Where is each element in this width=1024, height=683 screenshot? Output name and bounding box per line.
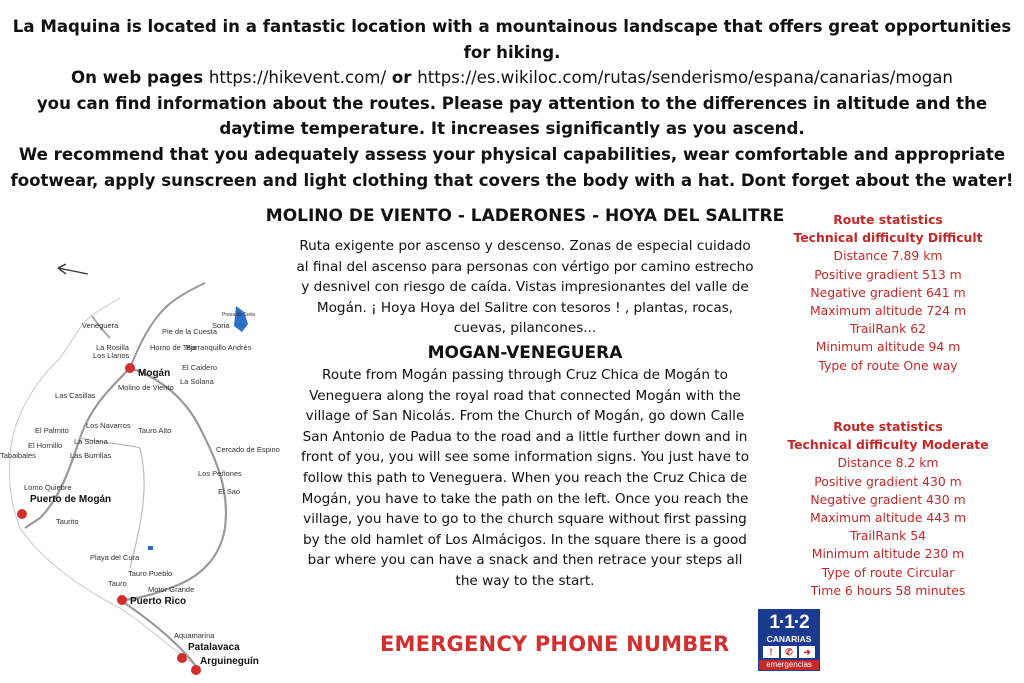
logo-icons [759,646,819,658]
route-1-stat-line: Type of route One way [818,357,958,373]
map-label: Motor Grande [148,585,195,594]
route-map [0,228,285,683]
map-label: Puerto Rico [130,596,187,607]
map-label: Aquamarina [174,631,215,640]
route-1-stat-line: Positive gradient 513 m [814,266,962,282]
map-label: El Hornillo [28,441,63,450]
routes-column [265,206,785,592]
map-label: Las Burrillas [70,451,112,460]
intro-line-3: you can find information about the routes. Please pay attention to the differences in altitude and the daytime temperature. It increases significantly as you ascend. [36,93,988,139]
map-label: Tabaibales [0,451,36,460]
route-2-stat-line: Time 6 hours 58 minutes [810,582,966,598]
map-label: Patalavaca [188,642,240,653]
alert-icon: ! [763,646,779,658]
route-2-stat-line: Distance 8.2 km [837,455,939,471]
map-label: Lomo Quiebre [24,483,72,492]
route-1-stats-heading: Route statistics [833,212,943,227]
route-1-description: Ruta exigente por ascenso y descenso. Zonas de especial cuidado al final del ascenso para personas con vértigo por camino estrecho y desnivel con riesgo de caída. Vistas impresionantes del valle de Mogán. ¡ Hoya Hoya del Salitre con tesoros ! , plantas, rocas, cuevas, pilancones... [296,238,754,337]
route-2-title: MOGAN-VENEGUERA [427,342,623,363]
map-label: Barranquillo Andrés [186,343,252,352]
emergency-phone-label: EMERGENCY PHONE NUMBER [380,632,730,656]
map-label: Veneguera [82,321,119,330]
map-label: Soria [212,321,230,330]
route-2-stat-line: Negative gradient 430 m [810,491,966,507]
wikiloc-link[interactable]: https://es.wikiloc.com/rutas/senderismo/espana/canarias/mogan [417,68,953,88]
map-label: Arguineguín [200,656,259,667]
map-label: Pie de la Cuesta [162,327,218,336]
town-marker-puerto-rico [117,595,127,605]
map-label: Playa del Cura [90,553,140,562]
road-mogan-east [130,368,226,528]
presa-de-soria-water [234,306,248,332]
map-label: Los Llanos [93,351,130,360]
logo-region: CANARIAS [766,634,812,644]
route-2-stats-heading: Route statistics [833,419,943,434]
map-label: Cercado de Espino [216,445,280,454]
intro-or: or [386,68,418,88]
map-label: Molino de Viento [118,383,174,392]
map-label: Taurito [56,517,79,526]
route-2-stat-line: Positive gradient 430 m [814,473,962,489]
map-label: Puerto de Mogán [30,494,112,505]
route-1-stat-line: Maximum altitude 724 m [809,303,967,319]
map-label: La Solana [74,437,108,446]
logo-number: 1·1·2 [769,612,809,633]
map-label: Tauro [108,579,127,588]
route-1-stat-line: TrailRank 62 [850,321,926,337]
intro-line-2 [10,65,1014,91]
map-label: El Palmito [35,426,69,435]
route-1-difficulty: Technical difficulty Difficult [793,230,983,246]
town-marker-puerto-de-mogan [17,509,27,519]
route-2-difficulty: Technical difficulty Moderate [787,437,989,453]
town-marker-patalavaca [177,653,187,663]
route-1-stat-line: Negative gradient 641 m [810,284,966,300]
route-2-stats [778,418,998,600]
town-marker-mogan [125,363,135,373]
map-label: Mogán [138,368,171,379]
route-2-stat-line: TrailRank 54 [850,528,926,544]
route-2-description: Route from Mogán passing through Cruz Chica de Mogán to Veneguera along the royal road that connected Mogán with the village of San Nicolás. From the Church of Mogán, go down Calle San Antonio de Padua to the road and a little further down and in front of you, you will see some information signs. You just have to follow this path to Veneguera. When you reach the Cruz Chica de Mogán, you have to take the path on the left. Once you reach the village, you have to go to the church square without first passing by the old hamlet of Los Almácigos. In the square there is a good bar where you can have a snack and then retrace your steps all the way to the start. [300,366,750,589]
route-1-stat-line: Minimum altitude 94 m [815,339,961,355]
map-label: La Rosilla [96,343,129,352]
map-label: El Sao [218,487,241,496]
intro-web-prefix: On web pages [71,68,209,88]
hikevent-link[interactable]: https://hikevent.com/ [208,68,387,88]
map-label: Tauro Pueblo [128,569,173,578]
map-label: Horno de Teja [150,343,197,352]
map-label: El Caidero [182,363,218,372]
route-2-stat-line: Minimum altitude 230 m [811,546,965,562]
route-2-stat-line: Type of route Circular [821,564,955,580]
map-graphic [0,228,285,683]
route-1-title: MOLINO DE VIENTO - LADERONES - HOYA DEL SALITRE [265,206,785,226]
map-label: Presa de Soria [222,312,256,318]
presa-de-la-cambrera-water [148,546,153,550]
intro-line-1: La Maquina is located in a fantastic location with a mountainous landscape that offers great opportunities for hiking. [12,17,1012,62]
logo-sub: emergencias [759,660,819,670]
arrow-icon: ➜ [799,646,815,658]
track-tauro [130,448,144,568]
map-label: Tauro Alto [138,426,172,435]
road-north [130,283,205,368]
route-1-stats [778,211,998,375]
map-label: Los Navarros [86,421,131,430]
emergency-112-logo [758,609,820,671]
north-arrow-icon [58,264,88,274]
route-1-stat-line: Distance 7.89 km [833,248,943,264]
intro-text [10,14,1014,193]
phone-icon: ✆ [781,646,797,658]
map-label: La Solana [180,377,214,386]
route-2-stat-line: Maximum altitude 443 m [809,510,967,526]
intro-line-4: We recommend that you adequately assess your physical capabilities, wear comfortable and appropriate footwear, apply sunscreen and light clothing that covers the body with a hat. Dont forget about the water! [10,144,1014,190]
map-label: Los Peñones [198,469,242,478]
map-label: Las Casillas [55,391,96,400]
